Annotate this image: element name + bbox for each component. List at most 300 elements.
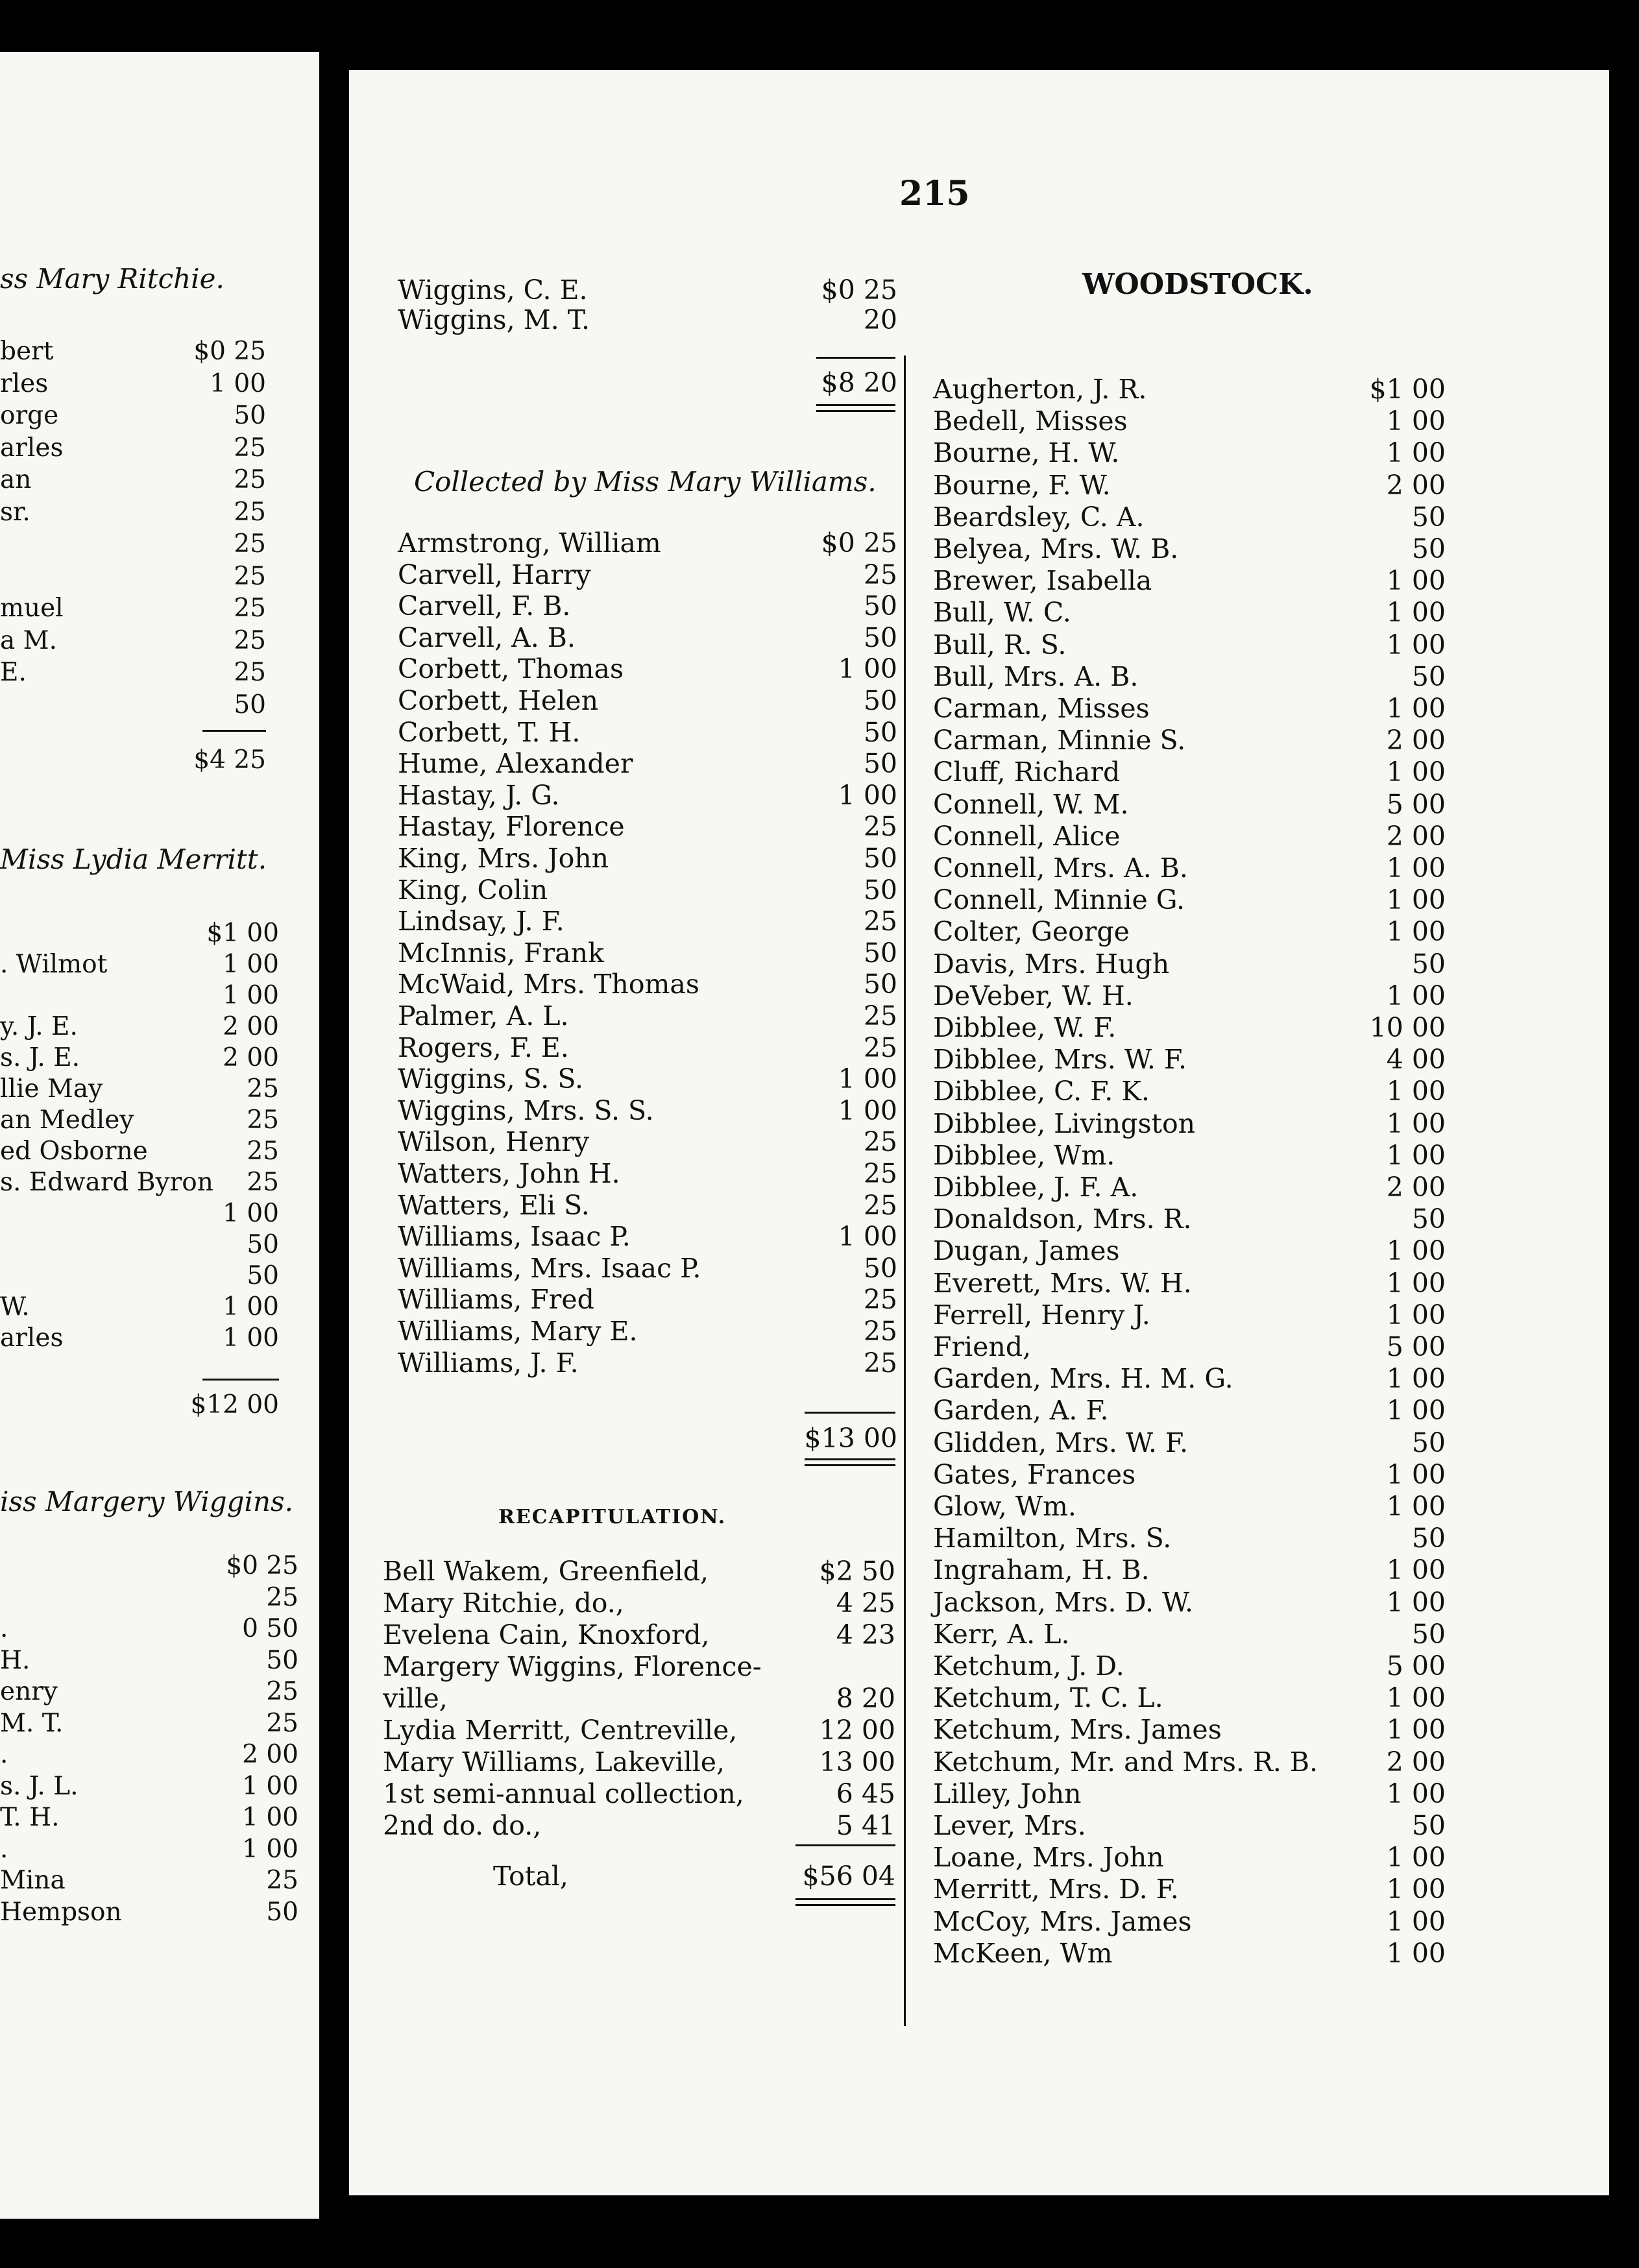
entry-amount: 1 00 (1386, 1076, 1446, 1107)
entry-name: Hamilton, Mrs. S. (933, 1523, 1172, 1554)
entry-amount: 5 00 (1386, 1650, 1446, 1682)
entry-amount: 1 00 (1386, 1842, 1446, 1874)
entry-row (933, 852, 1446, 884)
entry-row (933, 725, 1446, 756)
entry-amount: 50 (1411, 1810, 1446, 1841)
left-page (0, 52, 319, 2219)
entry-name: Gates, Frances (933, 1458, 1136, 1490)
entry-row (0, 1739, 298, 1770)
entry-name: Williams, Fred (398, 1284, 594, 1316)
entry-name: Bedell, Misses (933, 405, 1128, 437)
entry-amount: 25 (234, 465, 266, 494)
recap-heading: RECAPITULATION. (498, 1506, 727, 1528)
entry-name: Corbett, Thomas (398, 653, 624, 685)
entry-name: Palmer, A. L. (398, 1000, 569, 1031)
entry-name: Dibblee, C. F. K. (933, 1076, 1150, 1107)
entry-name: Dibblee, W. F. (933, 1012, 1117, 1043)
entry-amount: 4 23 (836, 1619, 895, 1650)
entry-name: Cluff, Richard (933, 756, 1121, 788)
entry-amount: 1 00 (210, 368, 266, 398)
entry-amount: 1 00 (1386, 1139, 1446, 1171)
woodstock-heading: WOODSTOCK. (1082, 268, 1313, 301)
entry-row (0, 593, 266, 624)
entry-row (0, 980, 279, 1011)
entry-name: muel (0, 594, 64, 623)
entry-amount: 50 (863, 969, 897, 1000)
entry-amount: $0 25 (226, 1551, 298, 1580)
entry-name: Bourne, H. W. (933, 437, 1120, 469)
entry-row (0, 400, 266, 431)
entry-name: s. Edward Byron (0, 1168, 213, 1197)
entry-row (933, 629, 1446, 660)
entry-amount: 1 00 (1386, 1395, 1446, 1427)
entry-name: Ketchum, Mrs. James (933, 1714, 1222, 1746)
entry-amount: $1 00 (206, 919, 279, 948)
entry-amount: 1 00 (1386, 884, 1446, 916)
entry-row (0, 1136, 279, 1167)
entry-row (933, 597, 1446, 628)
entry-name: 1st semi-annual collection, (383, 1778, 744, 1809)
entry-row (0, 1771, 298, 1802)
entry-amount: 13 00 (819, 1746, 895, 1778)
entry-amount: 1 00 (1386, 1458, 1446, 1490)
entry-row (933, 1203, 1446, 1235)
total-amount: $13 00 (804, 1423, 897, 1454)
entry-row (0, 1198, 279, 1229)
entry-name: Brewer, Isabella (933, 565, 1152, 597)
entry-name: arles (0, 1323, 64, 1353)
entry-amount: 1 00 (242, 1771, 298, 1801)
entry-amount: 25 (234, 433, 266, 463)
entry-name: McCoy, Mrs. James (933, 1905, 1192, 1937)
entry-name: McKeen, Wm (933, 1937, 1113, 1969)
collector-heading: ss Mary Ritchie. (0, 263, 225, 295)
entry-row (0, 1229, 279, 1261)
entry-name: bert (0, 337, 54, 366)
entry-row (0, 1550, 298, 1582)
entry-amount: 6 45 (836, 1778, 895, 1809)
entry-amount: 1 00 (838, 1063, 897, 1095)
entry-row (933, 1268, 1446, 1299)
entry-amount: 1 00 (838, 653, 897, 685)
entry-amount: 25 (863, 1284, 897, 1316)
entry-name: s. J. L. (0, 1771, 79, 1801)
entry-row (0, 1865, 298, 1896)
entry-amount: 25 (863, 906, 897, 937)
entry-amount: 50 (863, 937, 897, 969)
entry-name: Hempson (0, 1897, 122, 1927)
entry-name: Loane, Mrs. John (933, 1842, 1164, 1874)
entry-name: McInnis, Frank (398, 937, 604, 969)
entry-amount: $0 25 (821, 274, 897, 306)
entry-amount: 25 (247, 1105, 279, 1135)
entry-row (0, 1802, 298, 1833)
entry-amount: 50 (234, 401, 266, 430)
entry-amount: 1 00 (1386, 405, 1446, 437)
entry-name: Bull, Mrs. A. B. (933, 660, 1139, 692)
entry-name: Hastay, J. G. (398, 779, 560, 811)
entry-name: Williams, Isaac P. (398, 1221, 631, 1253)
entry-name: Carman, Minnie S. (933, 725, 1186, 756)
entry-amount: 1 00 (1386, 980, 1446, 1011)
collection-total (0, 1390, 279, 1421)
entry-amount: 1 00 (838, 779, 897, 811)
entry-amount: 25 (863, 559, 897, 590)
entry-name: Dibblee, Wm. (933, 1139, 1115, 1171)
entry-name: Armstrong, William (398, 527, 661, 559)
entry-name: W. (0, 1292, 30, 1321)
entry-amount: 4 25 (836, 1587, 895, 1619)
entry-name: Rogers, F. E. (398, 1031, 569, 1063)
entry-name: Carvell, A. B. (398, 621, 576, 653)
entry-name: Mary Ritchie, do., (383, 1587, 624, 1619)
entry-name: Bell Wakem, Greenfield, (383, 1556, 709, 1587)
entry-amount: 1 00 (1386, 1363, 1446, 1395)
entry-row (933, 1619, 1446, 1650)
entry-amount: 1 00 (1386, 1714, 1446, 1746)
total-amount: $56 04 (802, 1861, 895, 1892)
entry-row (0, 1613, 298, 1645)
entry-row (0, 1676, 298, 1707)
entry-row (933, 1491, 1446, 1522)
entry-amount: 1 00 (1386, 1682, 1446, 1714)
entry-row (933, 565, 1446, 596)
entry-name: Connell, Minnie G. (933, 884, 1185, 916)
entry-name: Wiggins, C. E. (398, 274, 588, 306)
entry-name: Mary Williams, Lakeville, (383, 1746, 725, 1778)
entry-amount: 50 (1411, 533, 1446, 564)
entry-row (0, 1043, 279, 1074)
entry-amount: 25 (266, 1708, 298, 1738)
total-amount: $4 25 (193, 745, 266, 775)
entry-amount: 4 00 (1386, 1044, 1446, 1076)
entry-name: E. (0, 658, 27, 687)
entry-amount: 50 (266, 1645, 298, 1675)
entry-amount: 50 (863, 590, 897, 622)
entry-row (933, 980, 1446, 1011)
entry-row (933, 1682, 1446, 1713)
entry-row (933, 1427, 1446, 1458)
entry-amount: $0 25 (193, 337, 266, 366)
entry-row (933, 1299, 1446, 1331)
entry-name: Glidden, Mrs. W. F. (933, 1427, 1189, 1458)
entry-amount: 25 (863, 1189, 897, 1221)
entry-amount: 25 (266, 1582, 298, 1612)
entry-name: Donaldson, Mrs. R. (933, 1203, 1192, 1235)
entry-amount: 2 00 (1386, 725, 1446, 756)
entry-name: Colter, George (933, 916, 1130, 948)
entry-name: Mina (0, 1866, 66, 1895)
entry-row (0, 464, 266, 496)
entry-amount: 50 (863, 1252, 897, 1284)
entry-amount: 50 (247, 1230, 279, 1259)
entry-amount: 25 (234, 561, 266, 591)
entry-amount: 50 (266, 1897, 298, 1927)
entry-name: orge (0, 401, 59, 430)
entry-amount: 25 (863, 1126, 897, 1158)
entry-amount: 0 50 (242, 1614, 298, 1643)
entry-name: Jackson, Mrs. D. W. (933, 1586, 1194, 1618)
entry-name: a M. (0, 625, 57, 655)
entry-name: McWaid, Mrs. Thomas (398, 969, 699, 1000)
entry-name: T. H. (0, 1803, 60, 1832)
entry-amount: $1 00 (1369, 374, 1446, 405)
entry-row (0, 1897, 298, 1928)
total-label: Total, (493, 1861, 568, 1892)
entry-row (0, 1261, 279, 1292)
entry-amount: 1 00 (1386, 629, 1446, 660)
entry-amount: 1 00 (1386, 1905, 1446, 1937)
entry-name: Connell, W. M. (933, 788, 1129, 820)
entry-row (0, 368, 266, 400)
entry-name: Lindsay, J. F. (398, 906, 565, 937)
entry-amount: 2 00 (1386, 469, 1446, 501)
entry-name: Connell, Alice (933, 820, 1121, 852)
entry-row (933, 374, 1446, 405)
entry-amount: $0 25 (821, 527, 897, 559)
entry-amount: 1 00 (1386, 1586, 1446, 1618)
entry-name: Davis, Mrs. Hugh (933, 948, 1170, 980)
entry-name: Dibblee, Livingston (933, 1107, 1196, 1139)
entry-amount: 25 (234, 594, 266, 623)
entry-name: Ketchum, Mr. and Mrs. R. B. (933, 1746, 1318, 1778)
entry-amount: 2 00 (1386, 1172, 1446, 1203)
entry-name: Corbett, T. H. (398, 716, 581, 748)
entry-name: H. (0, 1645, 30, 1675)
entry-name: M. T. (0, 1708, 64, 1738)
entry-name: Lever, Mrs. (933, 1810, 1086, 1841)
entry-row (933, 1810, 1446, 1841)
collector-heading: Collected by Miss Mary Williams. (414, 466, 877, 498)
entry-row (933, 501, 1446, 533)
entry-row (0, 1323, 279, 1354)
entry-amount: 1 00 (1386, 1235, 1446, 1267)
entry-amount: 1 00 (838, 1094, 897, 1126)
entry-amount: 1 00 (1386, 1874, 1446, 1905)
entry-amount: 1 00 (1386, 916, 1446, 948)
entry-name: Bull, W. C. (933, 597, 1071, 629)
entry-name: King, Mrs. John (398, 843, 609, 874)
entry-row (0, 497, 266, 528)
entry-amount: 25 (247, 1074, 279, 1104)
entry-row (933, 1874, 1446, 1905)
entry-name: Ingraham, H. B. (933, 1554, 1150, 1586)
entry-amount: 2 00 (242, 1740, 298, 1769)
entry-name: Lydia Merritt, Centreville, (383, 1715, 738, 1746)
entry-name: . (0, 1834, 8, 1864)
entry-row (933, 948, 1446, 980)
entry-row (933, 1778, 1446, 1809)
entry-row (0, 433, 266, 464)
entry-amount: 50 (863, 621, 897, 653)
entry-amount: 50 (863, 748, 897, 780)
entry-name: Williams, Mary E. (398, 1316, 638, 1347)
woodstock-column (349, 70, 1609, 2195)
entry-row (933, 1140, 1446, 1171)
entry-name: Augherton, J. R. (933, 374, 1147, 405)
entry-amount: 1 00 (1386, 1107, 1446, 1139)
entry-row (0, 1582, 298, 1613)
entry-row (0, 1074, 279, 1105)
page-number: 215 (899, 174, 970, 213)
entry-amount: 1 00 (1386, 852, 1446, 884)
entry-name: Garden, Mrs. H. M. G. (933, 1363, 1233, 1395)
entry-amount: 1 00 (1386, 1778, 1446, 1809)
entry-row (933, 1906, 1446, 1937)
entry-amount: 25 (234, 658, 266, 687)
entry-amount: 1 00 (223, 981, 279, 1010)
entry-name: Glow, Wm. (933, 1491, 1076, 1522)
entry-row (0, 336, 266, 367)
entry-amount: 25 (863, 1316, 897, 1347)
entry-row (0, 690, 266, 721)
entry-amount: 25 (863, 1347, 897, 1379)
total-amount: $8 20 (821, 367, 897, 398)
entry-amount: 25 (863, 1158, 897, 1189)
entry-name: s. J. E. (0, 1043, 80, 1072)
entry-amount: 1 00 (1386, 597, 1446, 629)
entry-amount: 50 (863, 685, 897, 716)
entry-amount: 5 00 (1386, 788, 1446, 820)
entry-amount: 1 00 (1386, 1937, 1446, 1969)
entry-name: Bull, R. S. (933, 629, 1067, 660)
entry-row (933, 1842, 1446, 1873)
entry-name: ed Osborne (0, 1137, 148, 1166)
entry-row (933, 1235, 1446, 1266)
entry-name: rles (0, 368, 49, 398)
entry-amount: 50 (1411, 660, 1446, 692)
entry-row (0, 529, 266, 560)
entry-row (933, 437, 1446, 468)
entry-name: Williams, Mrs. Isaac P. (398, 1252, 701, 1284)
entry-row (933, 1044, 1446, 1075)
entry-amount: 1 00 (1386, 693, 1446, 724)
entry-row (933, 1650, 1446, 1682)
entry-row (0, 949, 279, 980)
entry-row (933, 789, 1446, 820)
entry-amount: 5 41 (836, 1810, 895, 1841)
entry-name: Carvell, Harry (398, 559, 591, 590)
entry-row (933, 821, 1446, 852)
total-amount: $12 00 (190, 1390, 279, 1419)
entry-row (933, 916, 1446, 947)
entry-name: Ketchum, J. D. (933, 1650, 1124, 1682)
entry-amount: 25 (266, 1677, 298, 1706)
entry-name: Belyea, Mrs. W. B. (933, 533, 1179, 564)
entry-amount: 1 00 (1386, 437, 1446, 469)
entry-name: Watters, Eli S. (398, 1189, 590, 1221)
entry-name: Hume, Alexander (398, 748, 633, 780)
entry-name: . Wilmot (0, 950, 108, 979)
entry-amount: 2 00 (223, 1012, 279, 1041)
entry-amount: 12 00 (819, 1715, 895, 1746)
entry-amount: 25 (234, 497, 266, 527)
entry-amount: 25 (266, 1866, 298, 1895)
entry-amount: 8 20 (836, 1683, 895, 1714)
entry-row (933, 1459, 1446, 1490)
entry-name: Bourne, F. W. (933, 469, 1111, 501)
entry-amount: 50 (863, 843, 897, 874)
entry-name: King, Colin (398, 874, 548, 906)
entry-amount: 50 (1411, 1523, 1446, 1554)
entry-row (0, 1167, 279, 1198)
entry-row (933, 1331, 1446, 1362)
entry-amount: 1 00 (242, 1834, 298, 1864)
entry-amount: 50 (1411, 1427, 1446, 1458)
entry-amount: 50 (863, 874, 897, 906)
entry-amount: 25 (234, 529, 266, 559)
entry-row (933, 661, 1446, 692)
entry-name: Ketchum, T. C. L. (933, 1682, 1163, 1714)
entry-row (0, 1834, 298, 1865)
collector-heading: iss Margery Wiggins. (0, 1486, 293, 1517)
entry-name: Carman, Misses (933, 693, 1150, 724)
entry-row (0, 1645, 298, 1676)
entry-row (933, 884, 1446, 915)
entry-amount: 1 00 (1386, 1554, 1446, 1586)
right-page (349, 70, 1609, 2195)
entry-amount: 50 (1411, 1203, 1446, 1235)
entry-name: Watters, John H. (398, 1158, 620, 1189)
entry-row (933, 693, 1446, 724)
sum-rule (202, 730, 266, 732)
entry-row (933, 1108, 1446, 1139)
entry-name: an Medley (0, 1105, 134, 1135)
entry-name: arles (0, 433, 64, 463)
entry-name: Merritt, Mrs. D. F. (933, 1874, 1179, 1905)
entry-amount: 25 (863, 1000, 897, 1031)
entry-row (0, 561, 266, 592)
entry-name: Williams, J. F. (398, 1347, 579, 1379)
entry-amount: 2 00 (223, 1043, 279, 1072)
entry-amount: $2 50 (819, 1556, 895, 1587)
entry-name: Lilley, John (933, 1778, 1082, 1809)
entry-amount: 25 (863, 1031, 897, 1063)
entry-amount: 50 (234, 690, 266, 719)
entry-amount: 1 00 (1386, 1491, 1446, 1522)
entry-row (933, 1076, 1446, 1107)
entry-name: ville, (383, 1683, 448, 1714)
entry-name: Wiggins, Mrs. S. S. (398, 1094, 654, 1126)
entry-row (933, 1363, 1446, 1394)
entry-name: Garden, A. F. (933, 1395, 1109, 1427)
entry-name: Evelena Cain, Knoxford, (383, 1619, 710, 1650)
entry-name: Ferrell, Henry J. (933, 1299, 1150, 1331)
entry-row (933, 1714, 1446, 1745)
entry-row (933, 1012, 1446, 1043)
entry-amount: 1 00 (223, 950, 279, 979)
entry-name: Hastay, Florence (398, 811, 625, 843)
entry-row (933, 1554, 1446, 1586)
collector-heading: Miss Lydia Merritt. (0, 843, 267, 875)
entry-name: 2nd do. do., (383, 1810, 542, 1841)
entry-name: Friend, (933, 1331, 1032, 1362)
entry-row (933, 533, 1446, 564)
entry-name: Wiggins, S. S. (398, 1063, 583, 1095)
entry-amount: 5 00 (1386, 1331, 1446, 1362)
entry-row (0, 657, 266, 688)
entry-amount: 1 00 (838, 1221, 897, 1253)
entry-row (0, 918, 279, 949)
entry-amount: 50 (1411, 1618, 1446, 1650)
entry-name: Corbett, Helen (398, 685, 598, 716)
entry-amount: 1 00 (1386, 756, 1446, 788)
entry-row (933, 405, 1446, 437)
collection-total (0, 745, 266, 776)
entry-amount: 25 (863, 811, 897, 843)
entry-name: y. J. E. (0, 1012, 78, 1041)
entry-amount: 25 (247, 1137, 279, 1166)
